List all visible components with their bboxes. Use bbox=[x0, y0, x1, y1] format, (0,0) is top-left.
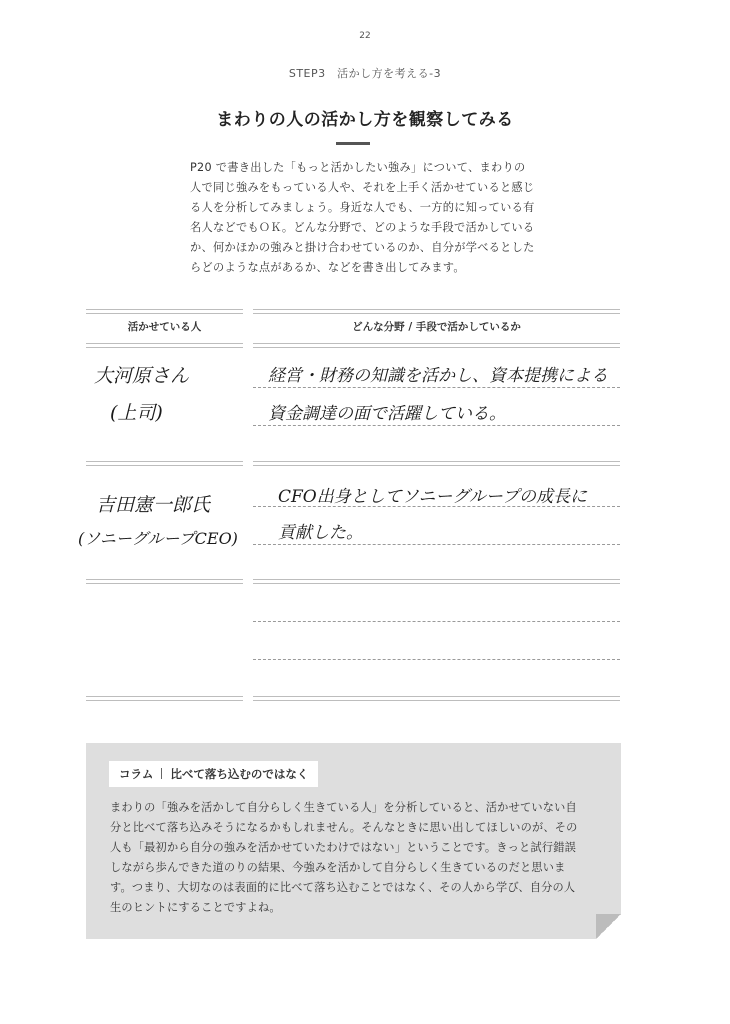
table-rule bbox=[253, 696, 620, 701]
column-box bbox=[86, 743, 621, 939]
person-role: (ソニーグループCEO) bbox=[78, 529, 238, 548]
column-heading bbox=[109, 761, 318, 787]
detail-text-line[interactable]: 経営・財務の知識を活かし、資本提携による bbox=[268, 366, 608, 386]
table-rule bbox=[253, 579, 620, 584]
table-rule bbox=[253, 343, 620, 348]
detail-text-line[interactable]: 貢献した。 bbox=[278, 523, 363, 543]
table-rule bbox=[86, 579, 243, 584]
table-rule bbox=[253, 309, 620, 314]
column-label: コラム bbox=[119, 767, 154, 781]
detail-text-line[interactable]: 資金調達の面で活躍している。 bbox=[268, 404, 506, 424]
page-number: 22 bbox=[359, 31, 371, 41]
table-rule bbox=[253, 461, 620, 466]
writing-line bbox=[253, 659, 620, 660]
table-rule bbox=[86, 461, 243, 466]
detail-text-line[interactable]: CFO出身としてソニーグループの成長に bbox=[278, 487, 588, 507]
writing-line bbox=[253, 544, 620, 545]
table-rule bbox=[86, 343, 243, 348]
page-title: まわりの人の活かし方を観察してみる bbox=[216, 110, 514, 130]
title-underline bbox=[336, 142, 370, 145]
page-fold-corner bbox=[596, 914, 621, 939]
writing-line bbox=[253, 506, 620, 507]
header-person: 活かせている人 bbox=[127, 321, 202, 333]
table-rule bbox=[86, 309, 243, 314]
table-rule bbox=[86, 696, 243, 701]
person-role: (上司) bbox=[110, 402, 163, 424]
writing-line bbox=[253, 387, 620, 388]
intro-paragraph: P20 で書き出した「もっと活かしたい強み」について、まわりの人で同じ強みをもっている人や、それを上手く活かせていると感じる人を分析してみましょう。身近な人でも、一方的に知っている有名人などでもＯＫ。どんな分野で、どのような手段で活かしているか、何かほかの強みと掛け合わせているのか、自分が学べるとしたらどのような点があるか、などを書き出してみます。 bbox=[190, 161, 535, 274]
header-detail: どんな分野 / 手段で活かしているか bbox=[352, 321, 521, 333]
person-name: 吉田憲一郎氏 bbox=[96, 494, 211, 516]
person-name: 大河原さん bbox=[94, 365, 190, 387]
writing-line bbox=[253, 621, 620, 622]
column-text: まわりの「強みを活かして自分らしく生きている人」を分析していると、活かせていない自分と比べて落ち込みそうになるかもしれません。そんなときに思い出してほしいのが、その人も「最初から自分の強みを活かせていたわけではない」ということです。きっと試行錯誤しながら歩んできた道のりの結果、今強みを活かして自分らしく生きているのだと思います。つまり、大切なのは表面的に比べて落ち込むことではなく、その人から学び、自分の人生のヒントにすることですよね。 bbox=[110, 801, 578, 914]
column-divider bbox=[161, 768, 162, 779]
column-title: 比べて落ち込むのではなく bbox=[170, 767, 309, 781]
writing-line bbox=[253, 425, 620, 426]
step-label: STEP3 活かし方を考える-3 bbox=[288, 67, 442, 80]
